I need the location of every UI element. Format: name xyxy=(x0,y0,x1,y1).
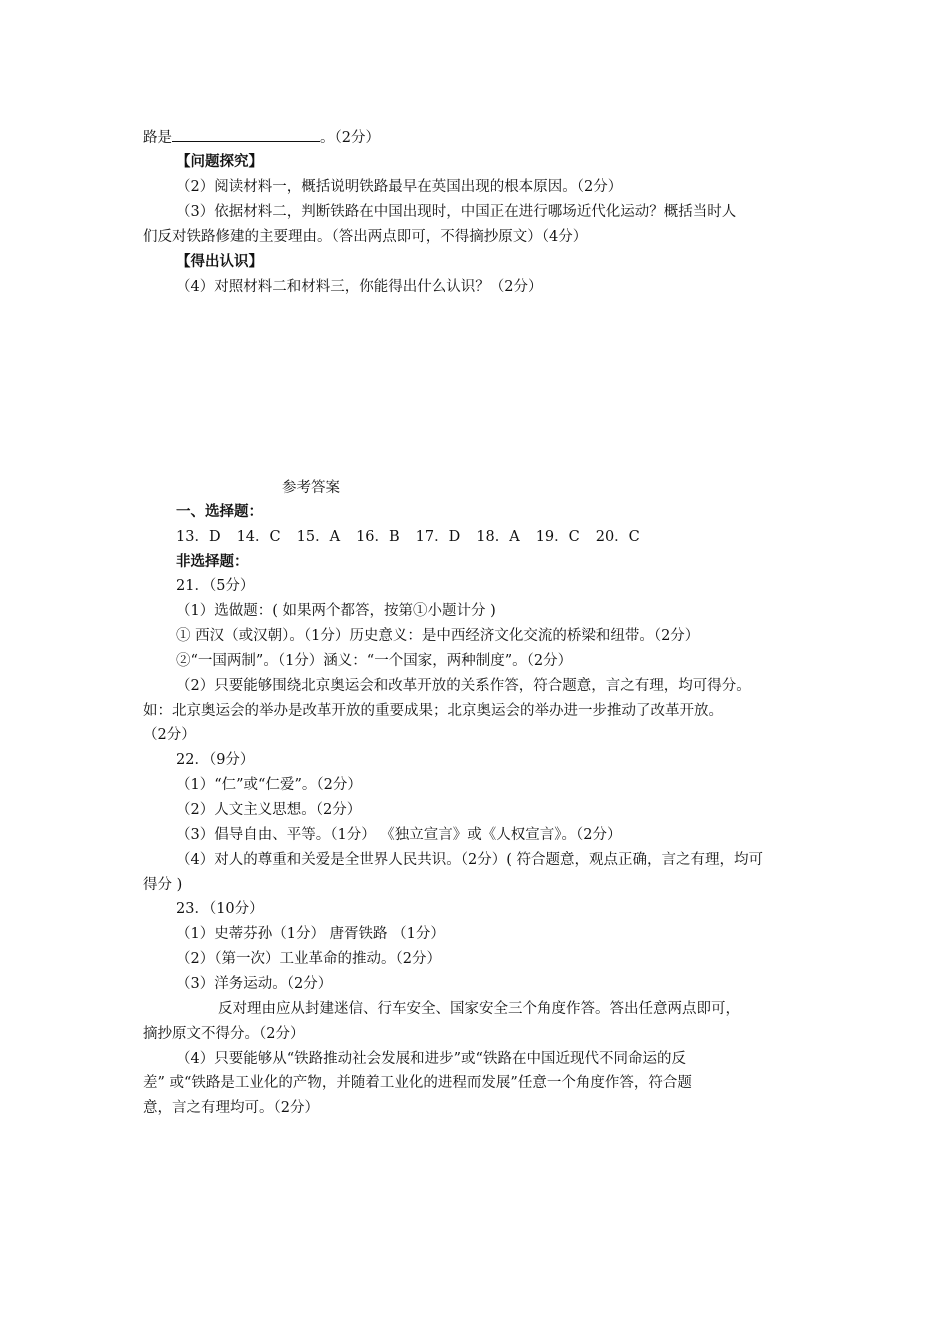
mcq-answers xyxy=(176,527,656,547)
heading-conclusion: 【得出认识】 xyxy=(176,254,263,270)
mcq-answer: 16．B xyxy=(356,529,400,545)
heading-problem-explore: 【问题探究】 xyxy=(176,154,263,170)
fill-blank-suffix: 。（2分） xyxy=(320,130,380,146)
answer-21-2-line3: （2分） xyxy=(143,727,196,743)
answer-22-header: 22．（9分） xyxy=(176,752,255,768)
section-multiple-choice: 一、选择题： xyxy=(176,504,263,520)
mcq-answer: 19．C xyxy=(535,529,580,545)
answer-21-header: 21．（5分） xyxy=(176,578,255,594)
answer-22-1: （1）“仁”或“仁爱”。（2分） xyxy=(176,777,362,793)
answer-22-3: （3）倡导自由、平等。（1分） 《独立宣言》或《人权宣言》。（2分） xyxy=(176,827,622,843)
mcq-answer: 18．A xyxy=(476,529,520,545)
answer-23-4-line3: 意，言之有理均可。（2分） xyxy=(143,1100,319,1116)
mcq-answer: 15．A xyxy=(296,529,341,545)
answer-blank[interactable] xyxy=(172,127,320,142)
answer-23-2: （2）（第一次）工业革命的推动。（2分） xyxy=(176,951,441,967)
answer-21-1a: ① 西汉（或汉朝）。（1分）历史意义：是中西经济文化交流的桥梁和纽带。（2分） xyxy=(176,628,700,644)
question-4: （4）对照材料二和材料三，你能得出什么认识？（2分） xyxy=(176,279,543,295)
question-3-line1: （3）依据材料二，判断铁路在中国出现时，中国正在进行哪场近代化运动？概括当时人 xyxy=(176,204,737,220)
question-2: （2）阅读材料一，概括说明铁路最早在英国出现的根本原因。（2分） xyxy=(176,179,623,195)
mcq-answer: 17．D xyxy=(415,529,461,545)
answers-title: 参考答案 xyxy=(282,480,340,496)
mcq-answer: 13．D xyxy=(176,529,221,545)
answer-22-4-line2: 得分 ) xyxy=(143,877,183,893)
answer-23-4-line2: 差” 或“铁路是工业化的产物，并随着工业化的进程而发展”任意一个角度作答，符合题 xyxy=(143,1075,692,1091)
answer-23-3-line2: 反对理由应从封建迷信、行车安全、国家安全三个角度作答。答出任意两点即可， xyxy=(218,1001,740,1017)
mcq-answer: 14．C xyxy=(236,529,281,545)
answer-23-1: （1）史蒂芬孙（1分） 唐胥铁路 （1分） xyxy=(176,926,445,942)
answer-21-2-line1: （2）只要能够围绕北京奥运会和改革开放的关系作答，符合题意，言之有理，均可得分。 xyxy=(176,678,751,694)
answer-22-4-line1: （4）对人的尊重和关爱是全世界人民共识。（2分）( 符合题意，观点正确，言之有理，均可 xyxy=(176,852,763,868)
answer-23-header: 23．（10分） xyxy=(176,901,264,917)
answer-23-4-line1: （4）只要能够从“铁路推动社会发展和进步”或“铁路在中国近现代不同命运的反 xyxy=(176,1051,686,1067)
answer-21-2-line2: 如：北京奥运会的举办是改革开放的重要成果；北京奥运会的举办进一步推动了改革开放。 xyxy=(143,703,723,719)
fill-blank-prefix: 路是 xyxy=(143,130,172,146)
answer-21-1b: ②“一国两制”。（1分）涵义：“一个国家，两种制度”。（2分） xyxy=(176,653,573,669)
answer-23-3: （3）洋务运动。（2分） xyxy=(176,976,333,992)
answer-21-1: （1）选做题：( 如果两个都答，按第①小题计分 ) xyxy=(176,603,496,619)
answer-23-3-line3: 摘抄原文不得分。（2分） xyxy=(143,1026,305,1042)
answer-22-2: （2）人文主义思想。（2分） xyxy=(176,802,362,818)
question-3-line2: 们反对铁路修建的主要理由。（答出两点即可，不得摘抄原文）（4分） xyxy=(143,229,588,245)
section-non-choice: 非选择题： xyxy=(176,554,249,570)
mcq-answer: 20．C xyxy=(595,529,640,545)
fill-blank-line xyxy=(143,127,380,148)
